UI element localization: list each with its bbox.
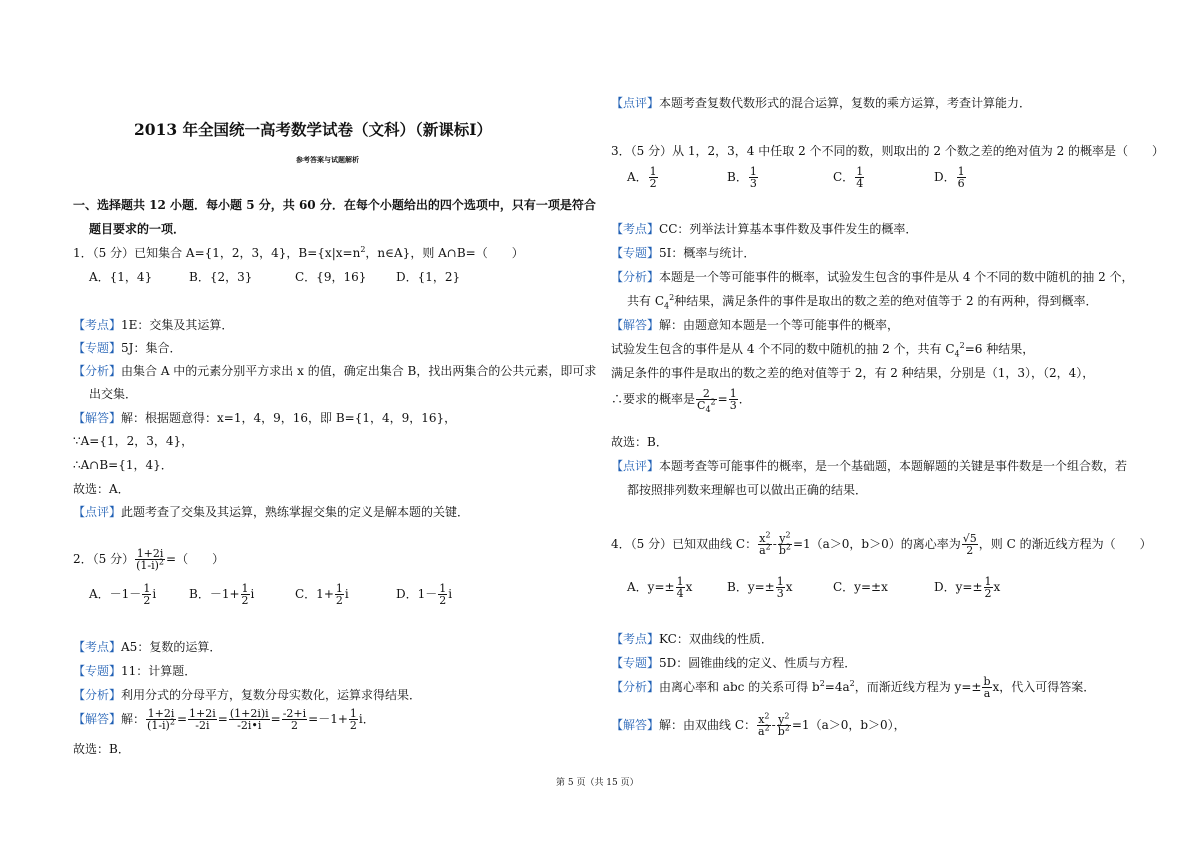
q1-option-c: C．{9，16} — [295, 270, 367, 284]
q3-option-c: C． $\frac{1}{4}$ — [833, 165, 864, 190]
q3-jieda: 【解答】解：由题意知本题是一个等可能事件的概率， — [611, 318, 900, 332]
q2-jieda: 【解答】解： $\frac{1+2i}{(1-i)^2}$ = $\frac{1+2i}{-2i}$ = $\frac{(1+2i)i}{-2i•i}$ = $\frac{-2+i}{2}$ =－1+ $\frac{1}{2}$ i． — [73, 707, 375, 732]
q1-option-d: D．{1，2} — [396, 270, 461, 284]
q3-fenxi: 【分析】本题是一个等可能事件的概率，试验发生包含的事件是从 4 个不同的数中随机的抽 2 个， — [611, 270, 1134, 284]
q2-fenxi: 【分析】利用分式的分母平方，复数分母实数化，运算求得结果． — [73, 688, 422, 702]
q2-option-b: B．－1+ $\frac{1}{2}$ i — [189, 582, 255, 607]
q1-option-a: A．{1，4} — [89, 270, 153, 284]
q1-solution-line: ∵A={1，2，3，4}， — [73, 434, 194, 448]
question-4-stem: 4．（5 分）已知双曲线 C： $\frac{x^2}{a^2}$ - $\frac{y^2}{b^2}$ =1（a＞0，b＞0）的离心率为 $\frac{√5}{2}$ ，则 C 的渐近线方程为（ ） — [611, 530, 1152, 557]
q3-option-b: B． $\frac{1}{3}$ — [727, 165, 757, 190]
q2-option-c: C．1+ $\frac{1}{2}$ i — [295, 582, 349, 607]
q3-option-a: A． $\frac{1}{2}$ — [627, 165, 657, 190]
q2-dianping: 【点评】本题考查复数代数形式的混合运算，复数的乘方运算，考查计算能力． — [611, 96, 1032, 110]
q2-kaodian: 【考点】A5：复数的运算． — [73, 640, 222, 654]
q3-answer: 故选：B． — [611, 435, 668, 449]
q4-option-d: D．y=± $\frac{1}{2}$ x — [934, 575, 1001, 600]
page-subtitle: 参考答案与试题解析 — [296, 155, 359, 164]
q2-option-d: D．1－ $\frac{1}{2}$ i — [396, 582, 453, 607]
q1-answer: 故选：A． — [73, 482, 130, 496]
q4-fenxi: 【分析】由离心率和 abc 的关系可得 $b^2=4a^2$，而渐近线方程为 y=± $\frac{b}{a}$ x，代入可得答案． — [611, 675, 1096, 700]
q3-solution-line: 满足条件的事件是取出的数之差的绝对值等于 2，有 2 种结果，分别是（1，3），（2，4）， — [611, 366, 1095, 380]
q2-fraction: $\frac{1+2i}{(1-i)^2}$ — [136, 547, 165, 572]
q1-dianping: 【点评】此题考查了交集及其运算，熟练掌握交集的定义是解本题的关键． — [73, 505, 470, 519]
question-2-stem: 2．（5 分） $\frac{1+2i}{(1-i)^2}$ =（ ） — [73, 547, 225, 572]
page-title: 2013 年全国统一高考数学试卷（文科）（新课标Ⅰ） — [134, 120, 493, 139]
q4-kaodian: 【考点】KC：双曲线的性质． — [611, 632, 773, 646]
q3-kaodian: 【考点】CC：列举法计算基本事件数及事件发生的概率． — [611, 222, 918, 236]
q3-solution-line: 试验发生包含的事件是从 4 个不同的数中随机的抽 2 个，共有 $C_4^2=6$ 种结果， — [611, 341, 1035, 359]
q1-jieda: 【解答】解：根据题意得：x=1，4，9，16，即 B={1，4，9，16}， — [73, 411, 457, 425]
q4-jieda: 【解答】解：由双曲线 C： $\frac{x^2}{a^2}$ - $\frac{y^2}{b^2}$ =1（a＞0，b＞0）， — [611, 711, 906, 738]
q2-zhuanti: 【专题】11：计算题． — [73, 664, 197, 678]
q4-option-a: A．y=± $\frac{1}{4}$ x — [627, 575, 693, 600]
question-1-stem: 1．（5 分）已知集合 A={1，2，3，4}，$B=\{x|x=n^2$，n∈A}，则 A∩B=（ ） — [73, 245, 524, 260]
q3-probability: ∴要求的概率是 $\frac{2}{C_4^2}$ = $\frac{1}{3}$ ． — [611, 387, 751, 415]
q1-option-b: B．{2，3} — [189, 270, 253, 284]
q1-fenxi: 【分析】由集合 A 中的元素分别平方求出 x 的值，确定出集合 B，找出两集合的公共元素，即可求 — [73, 364, 597, 378]
q1-kaodian: 【考点】1E：交集及其运算． — [73, 318, 234, 332]
q3-dianping-cont: 都按照排列数来理解也可以做出正确的结果． — [627, 483, 868, 497]
q2-option-a: A．－1－ $\frac{1}{2}$ i — [89, 582, 157, 607]
q3-dianping: 【点评】本题考查等可能事件的概率，是一个基础题，本题解题的关键是事件数是一个组合数，若 — [611, 459, 1128, 473]
q4-option-c: C．y=±x — [833, 580, 888, 594]
section-header: 一、选择题共 12 小题．每小题 5 分，共 60 分．在每个小题给出的四个选项中，只有一项是符合 — [73, 198, 596, 212]
q3-option-d: D． $\frac{1}{6}$ — [934, 165, 965, 190]
q1-solution-line: ∴A∩B={1，4}． — [73, 458, 173, 472]
q4-option-b: B．y=± $\frac{1}{3}$ x — [727, 575, 793, 600]
section-header-cont: 题目要求的一项． — [89, 222, 186, 236]
question-3-stem: 3．（5 分）从 1，2，3，4 中任取 2 个不同的数，则取出的 2 个数之差的绝对值为 2 的概率是（ ） — [611, 144, 1165, 158]
q1-fenxi-cont: 出交集． — [89, 387, 138, 401]
page-footer: 第 5 页（共 15 页） — [556, 778, 639, 788]
q3-fenxi-cont: 共有 $C_4^2$种结果，满足条件的事件是取出的数之差的绝对值等于 2 的有两种，得到概率． — [627, 293, 1098, 311]
q1-zhuanti: 【专题】5J：集合． — [73, 341, 182, 355]
q2-answer: 故选：B． — [73, 742, 130, 756]
q3-zhuanti: 【专题】5I：概率与统计． — [611, 246, 756, 260]
q4-zhuanti: 【专题】5D：圆锥曲线的定义、性质与方程． — [611, 656, 857, 670]
